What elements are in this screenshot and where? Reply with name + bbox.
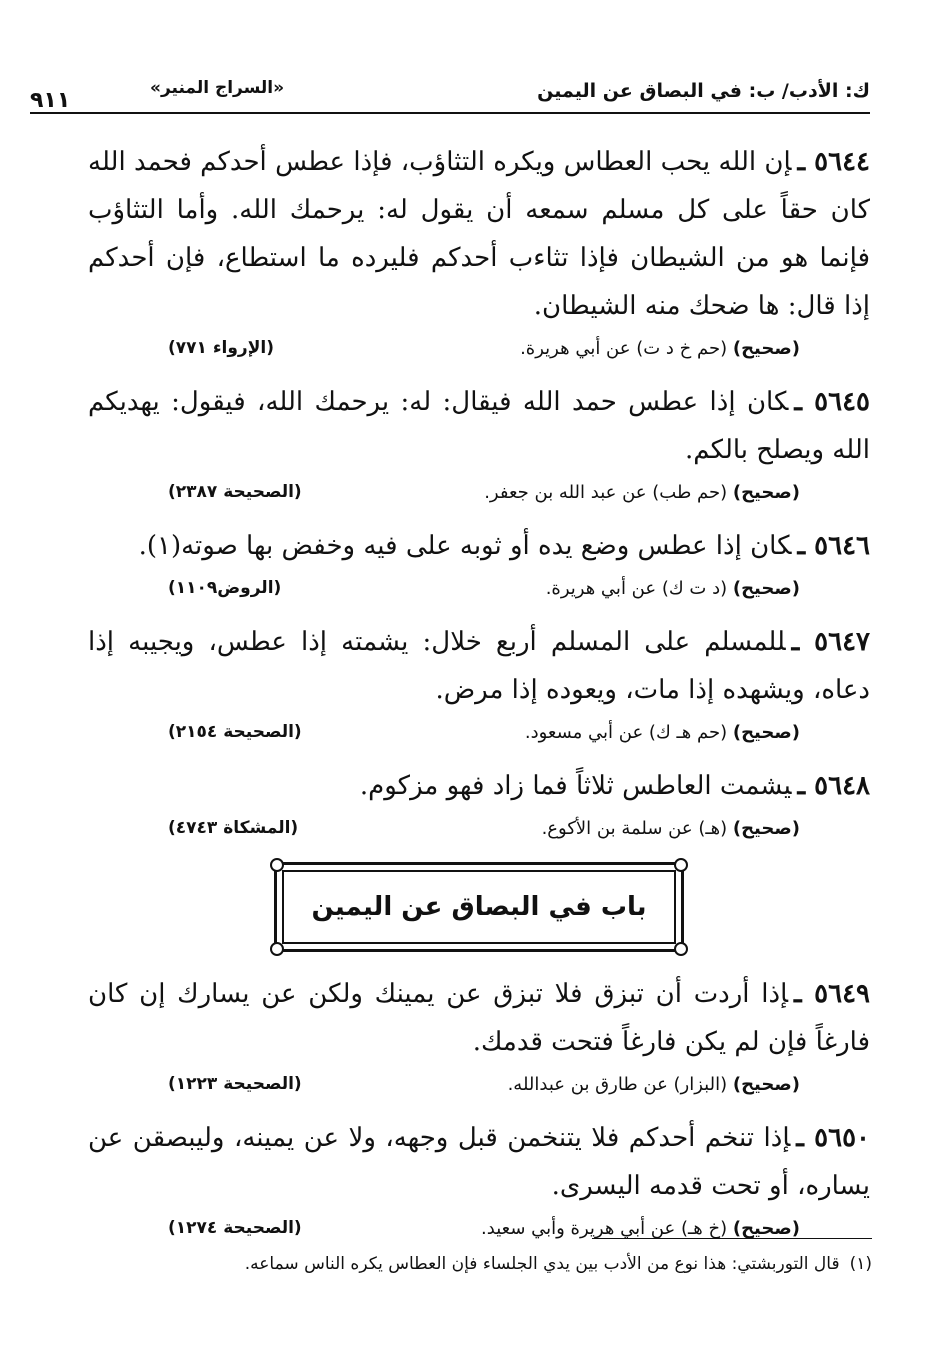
- hadith-number: ٥٦٤٦ ـ: [797, 531, 870, 561]
- corner-ornament-icon: [674, 858, 688, 872]
- page-header: [30, 78, 870, 114]
- hadith-grade: (صحيح) (د ت ك) عن أبي هريرة.: [545, 578, 800, 599]
- hadith-entry: [88, 522, 870, 612]
- book-title: «السراج المنير»: [150, 78, 285, 98]
- hadith-text: ٥٦٥٠ ـإذا تنخم أحدكم فلا يتنخمن قبل وجهه، ولا عن يمينه، وليبصقن عن يساره، أو تحت قدمه اليسرى.: [88, 1123, 871, 1201]
- hadith-entry: [88, 138, 870, 372]
- hadith-reference: (الصحيحة ٢٣٨٧): [168, 482, 302, 502]
- grade-row: [88, 1066, 870, 1108]
- hadith-number: ٥٦٤٩ ـ: [794, 979, 870, 1009]
- hadith-grade: (صحيح) (حم طب) عن عبد الله بن جعفر.: [484, 482, 800, 503]
- hadith-number: ٥٦٥٠ ـ: [796, 1123, 871, 1153]
- hadith-grade: (صحيح) (حم خ د ت) عن أبي هريرة.: [520, 338, 800, 359]
- page-number: ٩١١: [30, 88, 71, 113]
- footnote-number: (١): [849, 1254, 872, 1274]
- hadith-grade: (صحيح) (حم هـ ك) عن أبي مسعود.: [524, 722, 800, 743]
- corner-ornament-icon: [270, 942, 284, 956]
- page-content: [88, 138, 870, 1258]
- corner-ornament-icon: [270, 858, 284, 872]
- running-chapter-title: ك: الأدب/ ب: في البصاق عن اليمين: [537, 80, 870, 102]
- hadith-entry: [88, 1114, 870, 1252]
- grade-row: [88, 474, 870, 516]
- hadith-number: ٥٦٤٥ ـ: [794, 387, 870, 417]
- hadith-text: ٥٦٤٧ ـللمسلم على المسلم أربع خلال: يشمته إذا عطس، ويجيبه إذا دعاه، ويشهده إذا مات، ويعوده إذا مرض.: [88, 627, 870, 705]
- hadith-reference: (الصحيحة ١٢٢٣): [168, 1074, 302, 1094]
- hadith-grade: (صحيح) (خ هـ) عن أبي هريرة وأبي سعيد.: [481, 1218, 800, 1239]
- grade-row: [88, 570, 870, 612]
- hadith-text: ٥٦٤٩ ـإذا أردت أن تبزق فلا تبزق عن يمينك ولكن عن يسارك إن كان فارغاً فإن لم يكن فارغاً فتحت قدمك.: [88, 979, 870, 1057]
- hadith-reference: (الإرواء ٧٧١): [168, 338, 274, 358]
- hadith-entry: [88, 618, 870, 756]
- hadith-entry: [88, 970, 870, 1108]
- hadith-text: ٥٦٤٥ ـكان إذا عطس حمد الله فيقال: له: يرحمك الله، فيقول: يهديكم الله ويصلح بالكم.: [88, 387, 870, 465]
- footnote: [100, 1254, 872, 1274]
- hadith-entry: [88, 378, 870, 516]
- hadith-number: ٥٦٤٨ ـ: [797, 771, 870, 801]
- chapter-heading: باب في البصاق عن اليمين: [311, 892, 647, 922]
- hadith-reference: (الصحيحة ٢١٥٤): [168, 722, 302, 742]
- grade-row: [88, 1210, 870, 1252]
- chapter-heading-inner: [282, 870, 676, 944]
- footnote-text: قال التوربشتي: هذا نوع من الأدب بين يدي الجلساء فإن العطاس يكره الناس سماعه.: [244, 1254, 840, 1274]
- hadith-text: ٥٦٤٦ ـكان إذا عطس وضع يده أو ثوبه على فيه وخفض بها صوته(١).: [138, 531, 870, 561]
- hadith-reference: (المشكاة ٤٧٤٣): [168, 818, 299, 838]
- hadith-number: ٥٦٤٤ ـ: [797, 147, 871, 177]
- corner-ornament-icon: [674, 942, 688, 956]
- hadith-text: ٥٦٤٤ ـإن الله يحب العطاس ويكره التثاؤب، فإذا عطس أحدكم فحمد الله كان حقاً على كل مسلم سمعه أن يقول له: يرحمك الله. وأما التثاؤب فإنما هو من الشيطان فإذا تثاءب أحدكم فليرده ما استطاع، فإن أحدكم إذا قال: ها ضحك منه الشيطان.: [88, 147, 871, 321]
- hadith-reference: (الروض١١٠٩): [168, 578, 282, 598]
- hadith-reference: (الصحيحة ١٢٧٤): [168, 1218, 302, 1238]
- hadith-number: ٥٦٤٧ ـ: [791, 627, 870, 657]
- grade-row: [88, 714, 870, 756]
- hadith-entry: [88, 762, 870, 852]
- chapter-heading-frame: [274, 862, 684, 952]
- hadith-text: ٥٦٤٨ ـيشمت العاطس ثلاثاً فما زاد فهو مزكوم.: [359, 771, 870, 801]
- footnote-divider: [592, 1238, 872, 1239]
- grade-row: [88, 330, 870, 372]
- hadith-grade: (صحيح) (هـ) عن سلمة بن الأكوع.: [541, 818, 800, 839]
- grade-row: [88, 810, 870, 852]
- hadith-grade: (صحيح) (البزار) عن طارق بن عبدالله.: [507, 1074, 800, 1095]
